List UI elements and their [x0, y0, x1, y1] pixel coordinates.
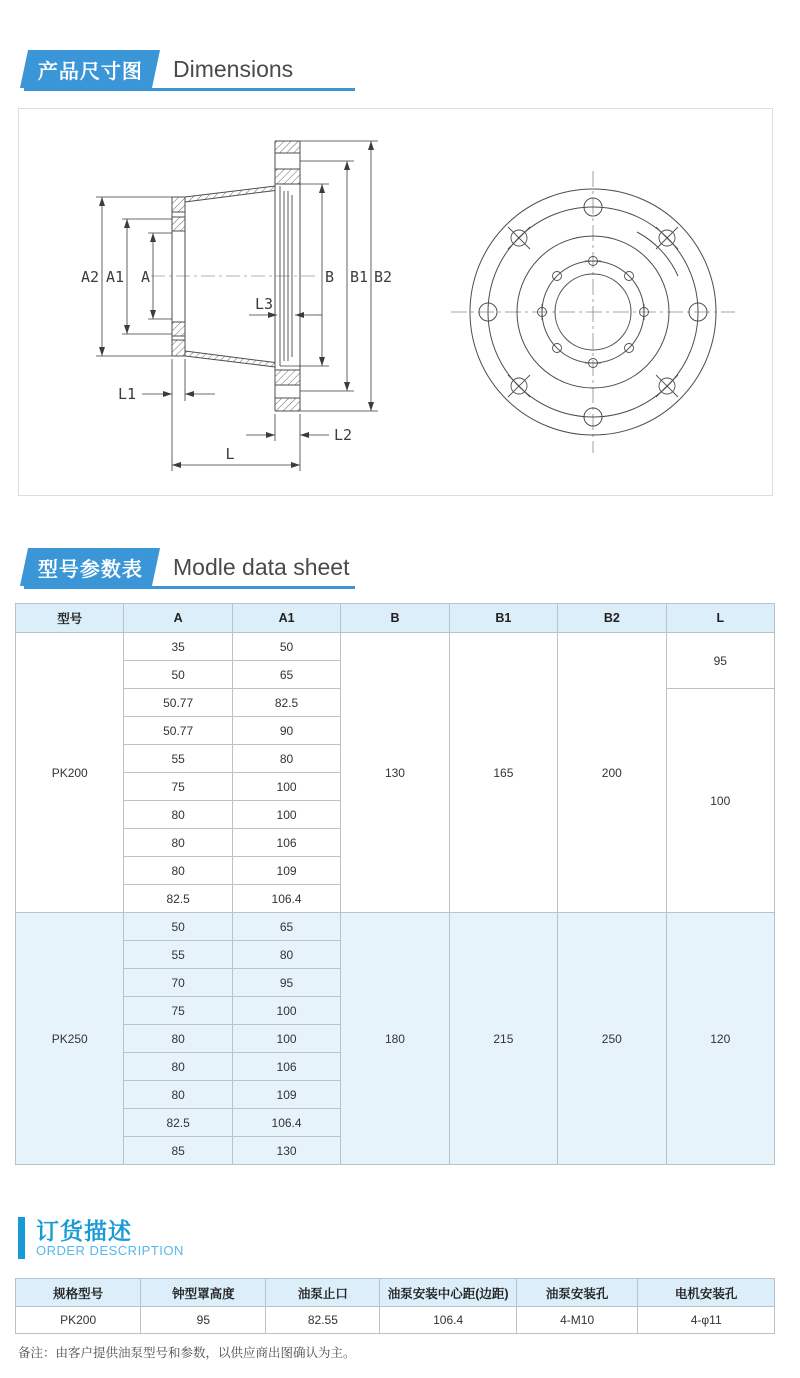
value-cell-a1: 100: [232, 1025, 340, 1053]
header-row: [16, 1279, 775, 1307]
value-cell-a: 82.5: [124, 1109, 232, 1137]
value-cell-a: 75: [124, 773, 232, 801]
order-description-table: [15, 1278, 775, 1334]
value-cell-a1: 95: [232, 969, 340, 997]
value-cell-b2: 200: [558, 633, 666, 913]
section-badge: [20, 548, 160, 586]
value-cell-a: 50.77: [124, 717, 232, 745]
dim-label-a2: A2: [80, 268, 99, 286]
value-cell-a: 50: [124, 913, 232, 941]
front-view-drawing: [451, 171, 735, 453]
dim-label-l1: L1: [117, 385, 137, 403]
model-cell: PK250: [16, 913, 124, 1165]
value-cell-a1: 109: [232, 857, 340, 885]
table-row: [16, 633, 775, 661]
value-cell-a: 85: [124, 1137, 232, 1165]
column-header: B2: [558, 604, 666, 633]
dimensions-drawing-panel: [18, 108, 773, 496]
value-cell-a: 82.5: [124, 885, 232, 913]
value-cell-a1: 106: [232, 1053, 340, 1081]
order-title-cn: 订货描述: [36, 1218, 132, 1244]
value-cell-a: 70: [124, 969, 232, 997]
value-cell-b: 130: [341, 633, 449, 913]
column-header: A: [124, 604, 232, 633]
header-row: [16, 604, 775, 633]
value-cell-a1: 109: [232, 1081, 340, 1109]
value-cell-b2: 250: [558, 913, 666, 1165]
dim-label-a1: A1: [105, 268, 124, 286]
value-cell-a: 50.77: [124, 689, 232, 717]
model-cell: PK200: [16, 633, 124, 913]
section-title: Dimensions: [173, 55, 294, 82]
value-cell: 95: [141, 1307, 266, 1334]
value-cell: 4-φ11: [638, 1307, 775, 1334]
remark-note: 备注：由客户提供油泵型号和参数，以供应商出图确认为主。: [18, 1346, 356, 1360]
column-header: B: [341, 604, 449, 633]
value-cell-a1: 106.4: [232, 1109, 340, 1137]
column-header: 油泵安装孔: [516, 1279, 637, 1307]
value-cell-a1: 100: [232, 997, 340, 1025]
value-cell-a1: 100: [232, 773, 340, 801]
value-cell: 4-M10: [516, 1307, 637, 1334]
value-cell-a1: 80: [232, 941, 340, 969]
table-row: [16, 1307, 775, 1334]
value-cell-l: 120: [666, 913, 774, 1165]
value-cell-l: 95: [666, 633, 774, 689]
value-cell-b: 180: [341, 913, 449, 1165]
value-cell-a: 80: [124, 857, 232, 885]
dim-label-b: B: [325, 268, 335, 286]
value-cell-b1: 165: [449, 633, 557, 913]
value-cell-a1: 65: [232, 913, 340, 941]
value-cell-a: 80: [124, 1081, 232, 1109]
column-header: 油泵安装中心距(边距): [380, 1279, 517, 1307]
section-badge-label: 型号参数表: [37, 558, 143, 581]
column-header: 型号: [16, 604, 124, 633]
side-view-labels: [81, 268, 392, 463]
column-header: 电机安装孔: [638, 1279, 775, 1307]
value-cell-a1: 65: [232, 661, 340, 689]
value-cell-a: 75: [124, 997, 232, 1025]
model-data-table: [15, 603, 775, 1165]
section-badge: [20, 50, 160, 88]
dim-label-l2: L2: [334, 426, 353, 444]
column-header: L: [666, 604, 774, 633]
order-title-en: ORDER DESCRIPTION: [36, 1243, 184, 1258]
order-table: [15, 1278, 775, 1334]
dim-label-b1: B1: [350, 268, 369, 286]
value-cell-a: 80: [124, 1025, 232, 1053]
value-cell-a: 80: [124, 1053, 232, 1081]
accent-bar: [18, 1217, 25, 1259]
table-row: [16, 913, 775, 941]
value-cell-a: 80: [124, 801, 232, 829]
value-cell-a1: 106: [232, 829, 340, 857]
technical-drawing: [19, 109, 772, 495]
value-cell-l: 100: [666, 689, 774, 913]
column-header: 钟型罩高度: [141, 1279, 266, 1307]
section-header-dimensions: [24, 50, 355, 91]
dim-label-l3: L3: [254, 295, 274, 313]
value-cell-a1: 100: [232, 801, 340, 829]
value-cell-a: 80: [124, 829, 232, 857]
value-cell: 82.55: [266, 1307, 380, 1334]
value-cell: PK200: [16, 1307, 141, 1334]
column-header: 规格型号: [16, 1279, 141, 1307]
dim-label-b2: B2: [374, 268, 393, 286]
column-header: A1: [232, 604, 340, 633]
section-title: Modle data sheet: [173, 553, 350, 580]
column-header: 油泵止口: [266, 1279, 380, 1307]
value-cell-a: 55: [124, 941, 232, 969]
value-cell-b1: 215: [449, 913, 557, 1165]
side-view-drawing: [151, 141, 319, 411]
model-table: [15, 603, 775, 1165]
value-cell-a1: 82.5: [232, 689, 340, 717]
value-cell-a: 35: [124, 633, 232, 661]
dim-label-a: A: [140, 268, 150, 286]
column-header: B1: [449, 604, 557, 633]
value-cell-a1: 90: [232, 717, 340, 745]
value-cell-a: 50: [124, 661, 232, 689]
section-header-datasheet: [24, 548, 355, 589]
value-cell-a: 55: [124, 745, 232, 773]
value-cell-a1: 106.4: [232, 885, 340, 913]
value-cell: 106.4: [380, 1307, 517, 1334]
section-badge-label: 产品尺寸图: [37, 60, 143, 83]
value-cell-a1: 50: [232, 633, 340, 661]
dim-label-l: L: [225, 445, 235, 463]
value-cell-a1: 80: [232, 745, 340, 773]
value-cell-a1: 130: [232, 1137, 340, 1165]
